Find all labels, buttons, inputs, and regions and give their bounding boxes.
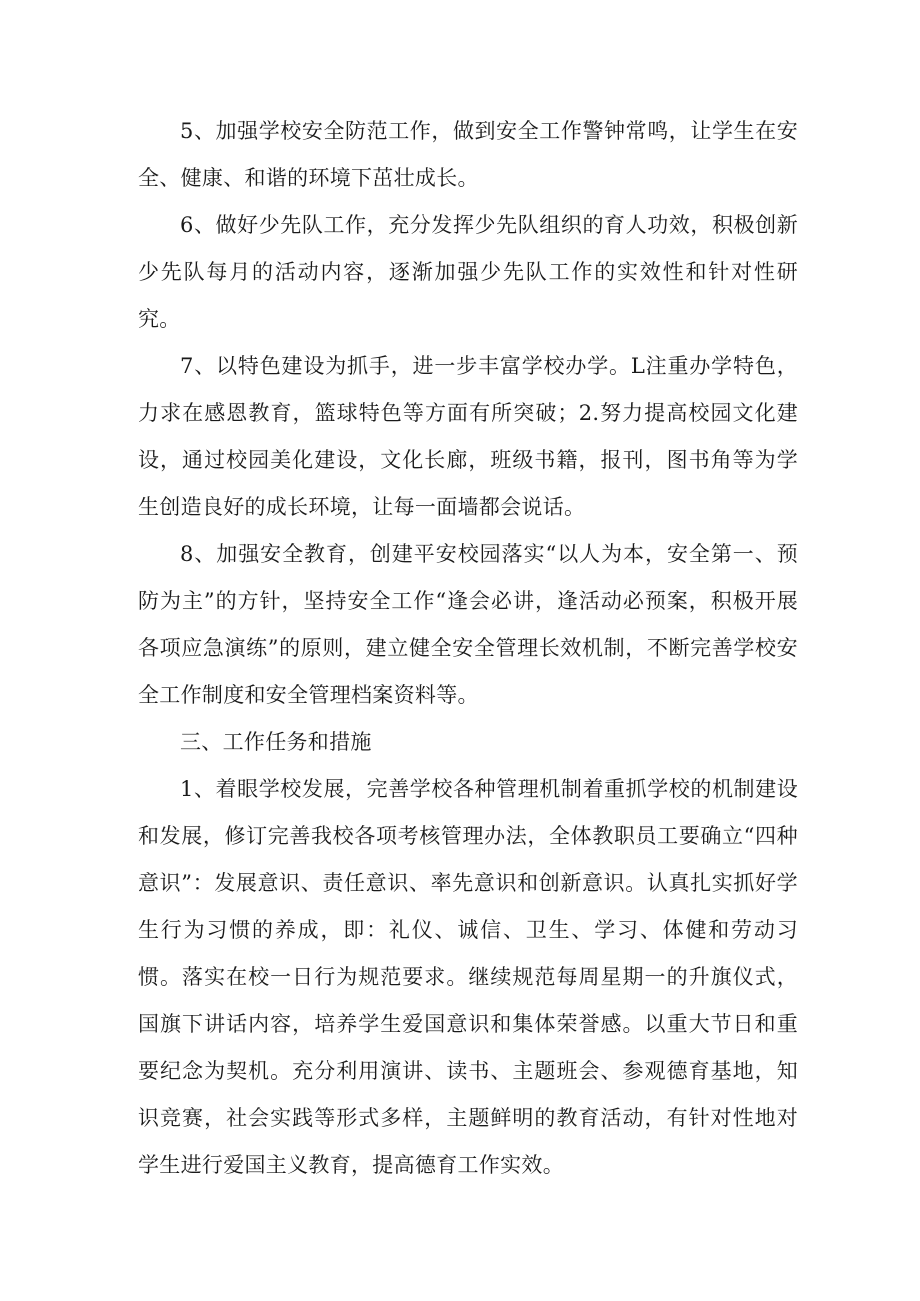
document-body [138,108,798,1189]
paragraph-item-6: 6、做好少先队工作，充分发挥少先队组织的育人功效，积极创新少先队每月的活动内容，逐渐加强少先队工作的实效性和针对性研究。 [138,213,798,331]
paragraph-item-7: 7、以特色建设为抓手，进一步丰富学校办学。L注重办学特色，力求在感恩教育，篮球特色等方面有所突破；2.努力提高校园文化建设，通过校园美化建设，文化长廊，班级书籍，报刊，图书角等为学生创造良好的成长环境，让每一面墙都会说话。 [138,354,798,519]
paragraph-item-5: 5、加强学校安全防范工作，做到安全工作警钟常鸣，让学生在安全、健康、和谐的环境下茁壮成长。 [138,119,798,190]
section-heading: 三、工作任务和措施 [180,730,372,754]
section-paragraph-1: 1、着眼学校发展，完善学校各种管理机制着重抓学校的机制建设和发展，修订完善我校各项考核管理办法，全体教职员工要确立“四种意识”：发展意识、责任意识、率先意识和创新意识。认真扎实抓好学生行为习惯的养成，即：礼仪、诚信、卫生、学习、体健和劳动习惯。落实在校一日行为规范要求。继续规范每周星期一的升旗仪式，国旗下讲话内容，培养学生爱国意识和集体荣誉感。以重大节日和重要纪念为契机。充分利用演讲、读书、主题班会、参观德育基地，知识竞赛，社会实践等形式多样，主题鲜明的教育活动，有针对性地对学生进行爱国主义教育，提高德育工作实效。 [138,777,798,1177]
paragraph-item-8: 8、加强安全教育，创建平安校园落实“以人为本，安全第一、预防为主”的方针，坚持安全工作“逢会必讲，逢活动必预案，积极开展各项应急演练”的原则，建立健全安全管理长效机制，不断完善学校安全工作制度和安全管理档案资料等。 [138,542,798,707]
